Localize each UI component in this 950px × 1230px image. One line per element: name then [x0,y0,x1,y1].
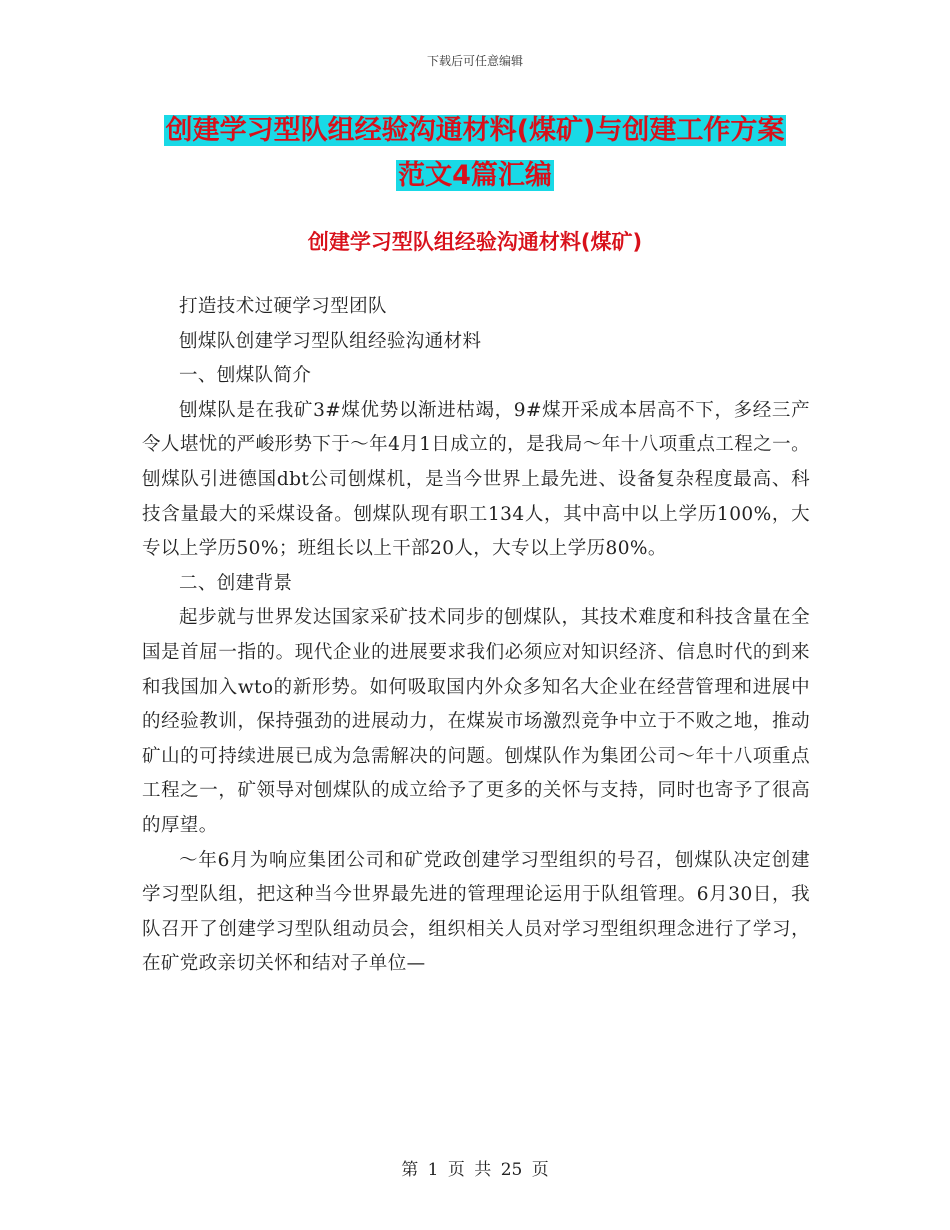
title-line-2: 范文4篇汇编 [398,160,552,191]
section-title: 创建学习型队组经验沟通材料(煤矿) [307,230,643,254]
paragraph: 起步就与世界发达国家采矿技术同步的刨煤队，其技术难度和科技含量在全国是首屈一指的。现代企业的进展要求我们必须应对知识经济、信息时代的到来和我国加入wto的新形势。如何吸取国内外众多知名大企业在经营管理和进展中的经验教训，保持强劲的进展动力，在煤炭市场激烈竞争中立于不败之地，推动矿山的可持续进展已成为急需解决的问题。刨煤队作为集团公司～年十八项重点工程之一，矿领导对刨煤队的成立给予了更多的关怀与支持，同时也寄予了很高的厚望。 [142,607,810,836]
paragraph: 二、创建背景 [179,572,293,594]
paragraph: ～年6月为响应集团公司和矿党政创建学习型组织的号召，刨煤队决定创建学习型队组，把这种当今世界最先进的管理理论运用于队组管理。6月30日，我队召开了创建学习型队组动员会，组织相关人员对学习型组织理念进行了学习，在矿党政亲切关怀和结对子单位— [142,849,810,975]
document-title [140,108,810,198]
header-note: 下载后可任意编辑 [426,54,523,68]
paragraph: 打造技术过硬学习型团队 [179,296,387,317]
page-number: 第 1 页 共 25 页 [401,1160,549,1180]
paragraph: 刨煤队是在我矿3#煤优势以渐进枯竭，9#煤开采成本居高不下，多经三产令人堪忧的严峻形势下于～年4月1日成立的，是我局～年十八项重点工程之一。刨煤队引进德国dbt公司刨煤机，是当今世界上最先进、设备复杂程度最高、科技含量最大的采煤设备。刨煤队现有职工134人，其中高中以上学历100%，大专以上学历50%；班组长以上干部20人，大专以上学历80%。 [142,399,810,560]
title-line-1: 创建学习型队组经验沟通材料(煤矿)与创建工作方案 [165,115,785,146]
paragraph: 刨煤队创建学习型队组经验沟通材料 [179,330,482,352]
paragraph: 一、刨煤队简介 [179,365,312,387]
document-body [142,290,810,982]
